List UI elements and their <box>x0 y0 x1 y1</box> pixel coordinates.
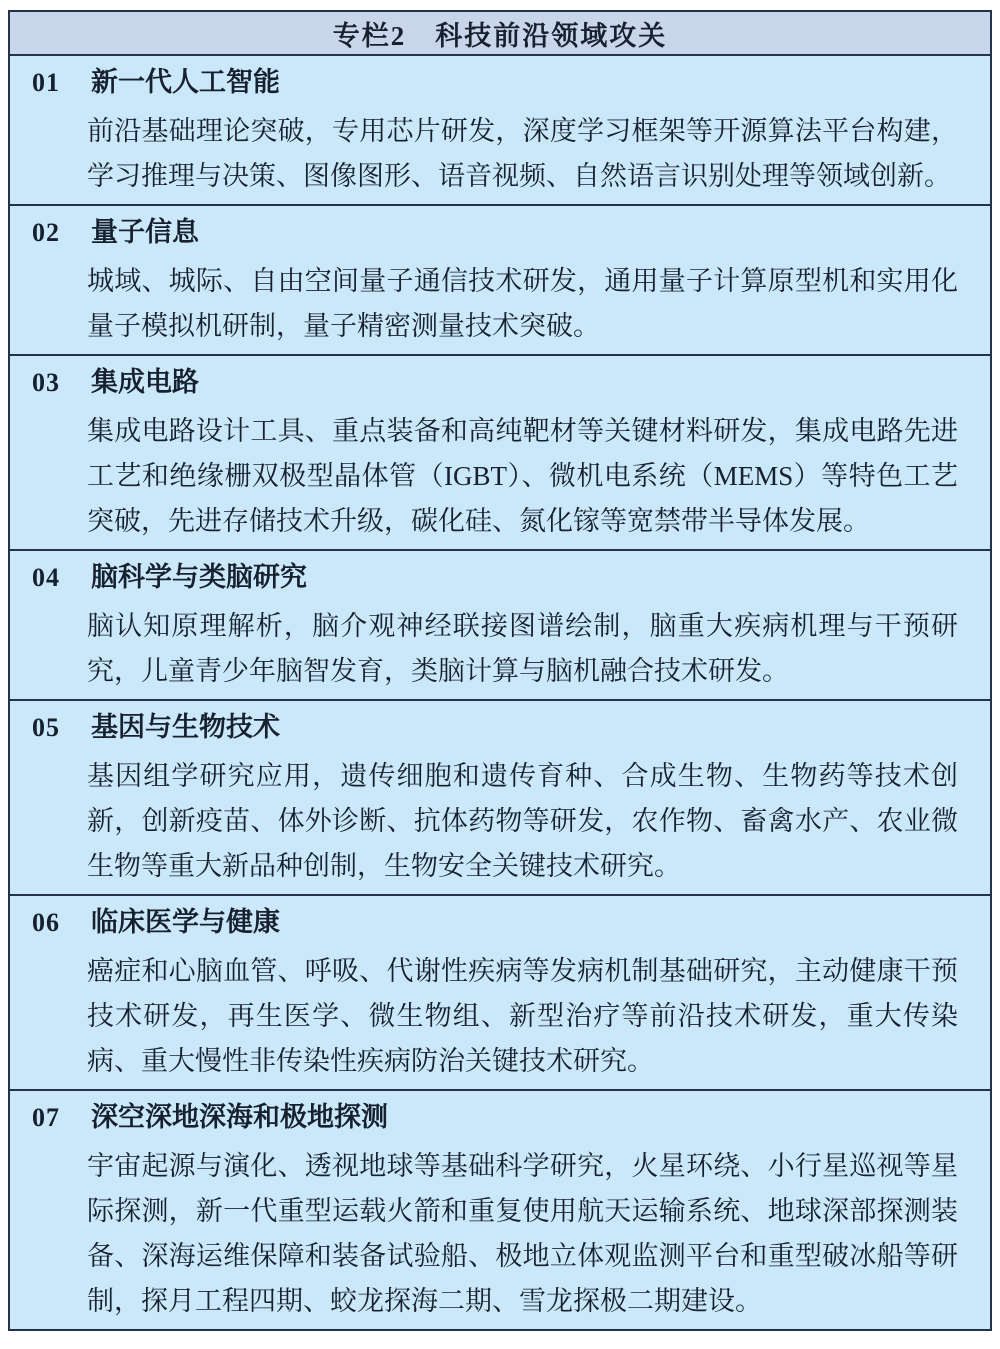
section-body: 城域、城际、自由空间量子通信技术研发，通用量子计算原型机和实用化量子模拟机研制，量子精密测量技术突破。 <box>87 266 958 341</box>
section-head-line <box>10 1095 990 1144</box>
section-heading: 深空深地深海和极地探测 <box>91 1102 388 1132</box>
section-heading: 临床医学与健康 <box>91 907 280 937</box>
section-head-line <box>10 555 990 604</box>
section-number: 02 <box>32 218 60 247</box>
section-body: 前沿基础理论突破，专用芯片研发，深度学习框架等开源算法平台构建，学习推理与决策、图像图形、语音视频、自然语言识别处理等领域创新。 <box>87 116 958 191</box>
section-body: 宇宙起源与演化、透视地球等基础科学研究，火星环绕、小行星巡视等星际探测，新一代重型运载火箭和重复使用航天运输系统、地球深部探测装备、深海运维保障和装备试验船、极地立体观监测平台和重型破冰船等研制，探月工程四期、蛟龙探海二期、雪龙探极二期建设。 <box>87 1151 958 1316</box>
special-column-panel <box>8 10 992 1331</box>
panel-title: 专栏2 科技前沿领域攻关 <box>332 20 668 51</box>
section-row <box>10 56 990 204</box>
section-body: 脑认知原理解析，脑介观神经联接图谱绘制，脑重大疾病机理与干预研究，儿童青少年脑智发育，类脑计算与脑机融合技术研发。 <box>87 611 958 686</box>
section-body: 癌症和心脑血管、呼吸、代谢性疾病等发病机制基础研究，主动健康干预技术研发，再生医学、微生物组、新型治疗等前沿技术研发，重大传染病、重大慢性非传染性疾病防治关键技术研究。 <box>87 956 958 1076</box>
section-row <box>10 1089 990 1329</box>
section-row <box>10 894 990 1089</box>
section-number: 01 <box>32 68 60 97</box>
section-head-line <box>10 210 990 259</box>
section-heading: 脑科学与类脑研究 <box>91 562 307 592</box>
panel-body <box>10 56 990 1329</box>
section-row <box>10 699 990 894</box>
section-body: 集成电路设计工具、重点装备和高纯靶材等关键材料研发，集成电路先进工艺和绝缘栅双极型晶体管（IGBT）、微机电系统（MEMS）等特色工艺突破，先进存储技术升级，碳化硅、氮化镓等宽禁带半导体发展。 <box>87 416 958 536</box>
section-row <box>10 204 990 354</box>
section-head-line <box>10 900 990 949</box>
panel-header <box>10 12 990 56</box>
section-number: 04 <box>32 563 60 592</box>
section-number: 06 <box>32 908 60 937</box>
section-number: 03 <box>32 368 60 397</box>
section-heading: 量子信息 <box>91 217 199 247</box>
section-heading: 集成电路 <box>91 367 199 397</box>
section-number: 05 <box>32 713 60 742</box>
section-head-line <box>10 705 990 754</box>
section-row <box>10 549 990 699</box>
section-head-line <box>10 60 990 109</box>
section-number: 07 <box>32 1103 60 1132</box>
section-head-line <box>10 360 990 409</box>
section-row <box>10 354 990 549</box>
section-heading: 新一代人工智能 <box>91 67 280 97</box>
section-body: 基因组学研究应用，遗传细胞和遗传育种、合成生物、生物药等技术创新，创新疫苗、体外诊断、抗体药物等研发，农作物、畜禽水产、农业微生物等重大新品种创制，生物安全关键技术研究。 <box>87 761 958 881</box>
section-heading: 基因与生物技术 <box>91 712 280 742</box>
